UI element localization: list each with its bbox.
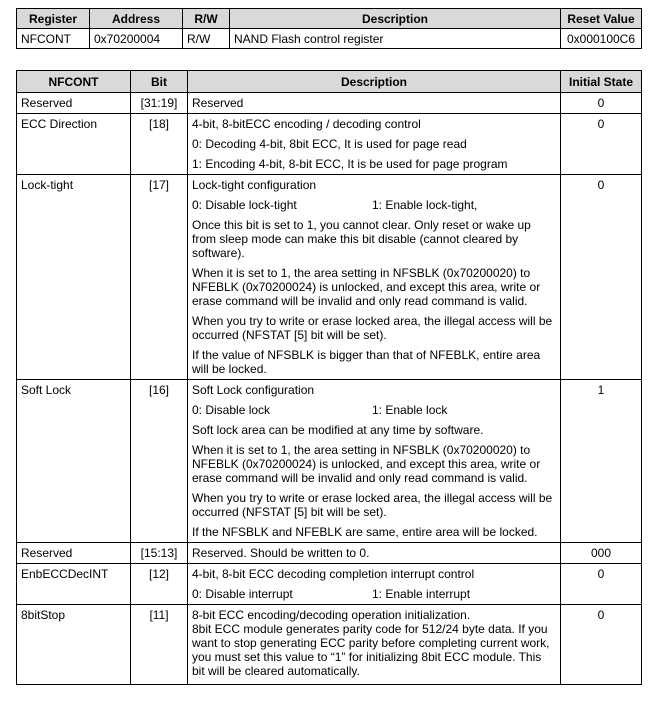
description-line: Soft lock area can be modified at any time by software.	[192, 423, 484, 437]
field-description	[188, 564, 561, 605]
register-rw: R/W	[183, 29, 230, 49]
option-disable: 0: Disable lock-tight	[192, 198, 297, 212]
option-enable: 1: Enable lock-tight,	[372, 198, 478, 212]
option-line	[192, 400, 556, 420]
field-bit: [18]	[131, 114, 188, 175]
field-name: EnbECCDecINT	[17, 564, 131, 605]
description-line: Lock-tight configuration	[192, 178, 317, 192]
field-description	[188, 380, 561, 543]
description-line: 8bit ECC module generates parity code for 512/24 byte data. If you want to stop generating ECC parity before completing current work, you must set this value to “1” for initializing 8bit ECC module. This bit will be cleared automatically.	[192, 622, 550, 678]
table-row	[17, 605, 642, 685]
table-row	[17, 564, 642, 605]
field-description	[188, 175, 561, 380]
description-line: 1: Encoding 4-bit, 8-bit ECC, It is be used for page program	[192, 157, 508, 171]
field-bit: [12]	[131, 564, 188, 605]
description-line: 4-bit, 8-bit ECC decoding completion interrupt control	[192, 567, 475, 581]
field-initial-state: 0	[561, 605, 642, 685]
table-row	[17, 93, 642, 114]
option-enable: 1: Enable lock	[372, 403, 448, 417]
header-rw: R/W	[183, 9, 230, 29]
field-name: Reserved	[17, 93, 131, 114]
field-initial-state: 1	[561, 380, 642, 543]
description-line: Once this bit is set to 1, you cannot clear. Only reset or wake up from sleep mode can make this bit disable (cannot cleared by software).	[192, 218, 531, 260]
register-row	[17, 29, 642, 49]
field-initial-state: 0	[561, 175, 642, 380]
field-bit: [15:13]	[131, 543, 188, 564]
header-description: Description	[230, 9, 561, 29]
option-line	[192, 195, 556, 215]
description-line: When you try to write or erase locked area, the illegal access will be occurred (NFSTAT [5] bit will be set).	[192, 491, 553, 519]
field-initial-state: 0	[561, 564, 642, 605]
field-initial-state: 000	[561, 543, 642, 564]
header-address: Address	[90, 9, 183, 29]
table-row	[17, 175, 642, 380]
register-name: NFCONT	[17, 29, 90, 49]
description-line: 4-bit, 8-bitECC encoding / decoding control	[192, 117, 421, 131]
option-disable: 0: Disable lock	[192, 403, 271, 417]
header-initial-state: Initial State	[561, 71, 642, 93]
field-name: Soft Lock	[17, 380, 131, 543]
register-reset-value: 0x000100C6	[561, 29, 642, 49]
table-row	[17, 380, 642, 543]
register-summary-table	[16, 8, 642, 49]
field-description	[188, 605, 561, 685]
description-line: When you try to write or erase locked area, the illegal access will be occurred (NFSTAT [5] bit will be set).	[192, 314, 553, 342]
field-bit: [31:19]	[131, 93, 188, 114]
bit-header-row	[17, 71, 642, 93]
option-enable: 1: Enable interrupt	[372, 587, 471, 601]
description-line: Soft Lock configuration	[192, 383, 315, 397]
description-line: If the value of NFSBLK is bigger than that of NFEBLK, entire area will be locked.	[192, 348, 541, 376]
description-line: When it is set to 1, the area setting in NFSBLK (0x70200020) to NFEBLK (0x70200024) is unlocked, and except this area, write or erase command will be invalid and only read command is valid.	[192, 266, 541, 308]
field-description	[188, 114, 561, 175]
register-description: NAND Flash control register	[230, 29, 561, 49]
header-bit: Bit	[131, 71, 188, 93]
field-bit: [11]	[131, 605, 188, 685]
field-name: Reserved	[17, 543, 131, 564]
header-field: NFCONT	[17, 71, 131, 93]
field-name: ECC Direction	[17, 114, 131, 175]
header-reset-value: Reset Value	[561, 9, 642, 29]
register-address: 0x70200004	[90, 29, 183, 49]
table-row	[17, 543, 642, 564]
description-line: If the NFSBLK and NFEBLK are same, entire area will be locked.	[192, 525, 538, 539]
field-initial-state: 0	[561, 114, 642, 175]
register-header-row	[17, 9, 642, 29]
field-description: Reserved. Should be written to 0.	[188, 543, 561, 564]
field-description: Reserved	[188, 93, 561, 114]
field-initial-state: 0	[561, 93, 642, 114]
field-bit: [16]	[131, 380, 188, 543]
table-row	[17, 114, 642, 175]
description-line: 8-bit ECC encoding/decoding operation initialization.	[192, 608, 471, 622]
description-line: 0: Decoding 4-bit, 8bit ECC, It is used for page read	[192, 137, 467, 151]
option-line	[192, 584, 556, 604]
option-disable: 0: Disable interrupt	[192, 587, 293, 601]
field-name: 8bitStop	[17, 605, 131, 685]
header-bit-description: Description	[188, 71, 561, 93]
description-line: When it is set to 1, the area setting in NFSBLK (0x70200020) to NFEBLK (0x70200024) is unlocked, and except this area, write or erase command will be invalid and only read command is valid.	[192, 443, 541, 485]
field-bit: [17]	[131, 175, 188, 380]
field-name: Lock-tight	[17, 175, 131, 380]
header-register: Register	[17, 9, 90, 29]
bit-field-table	[16, 70, 642, 685]
